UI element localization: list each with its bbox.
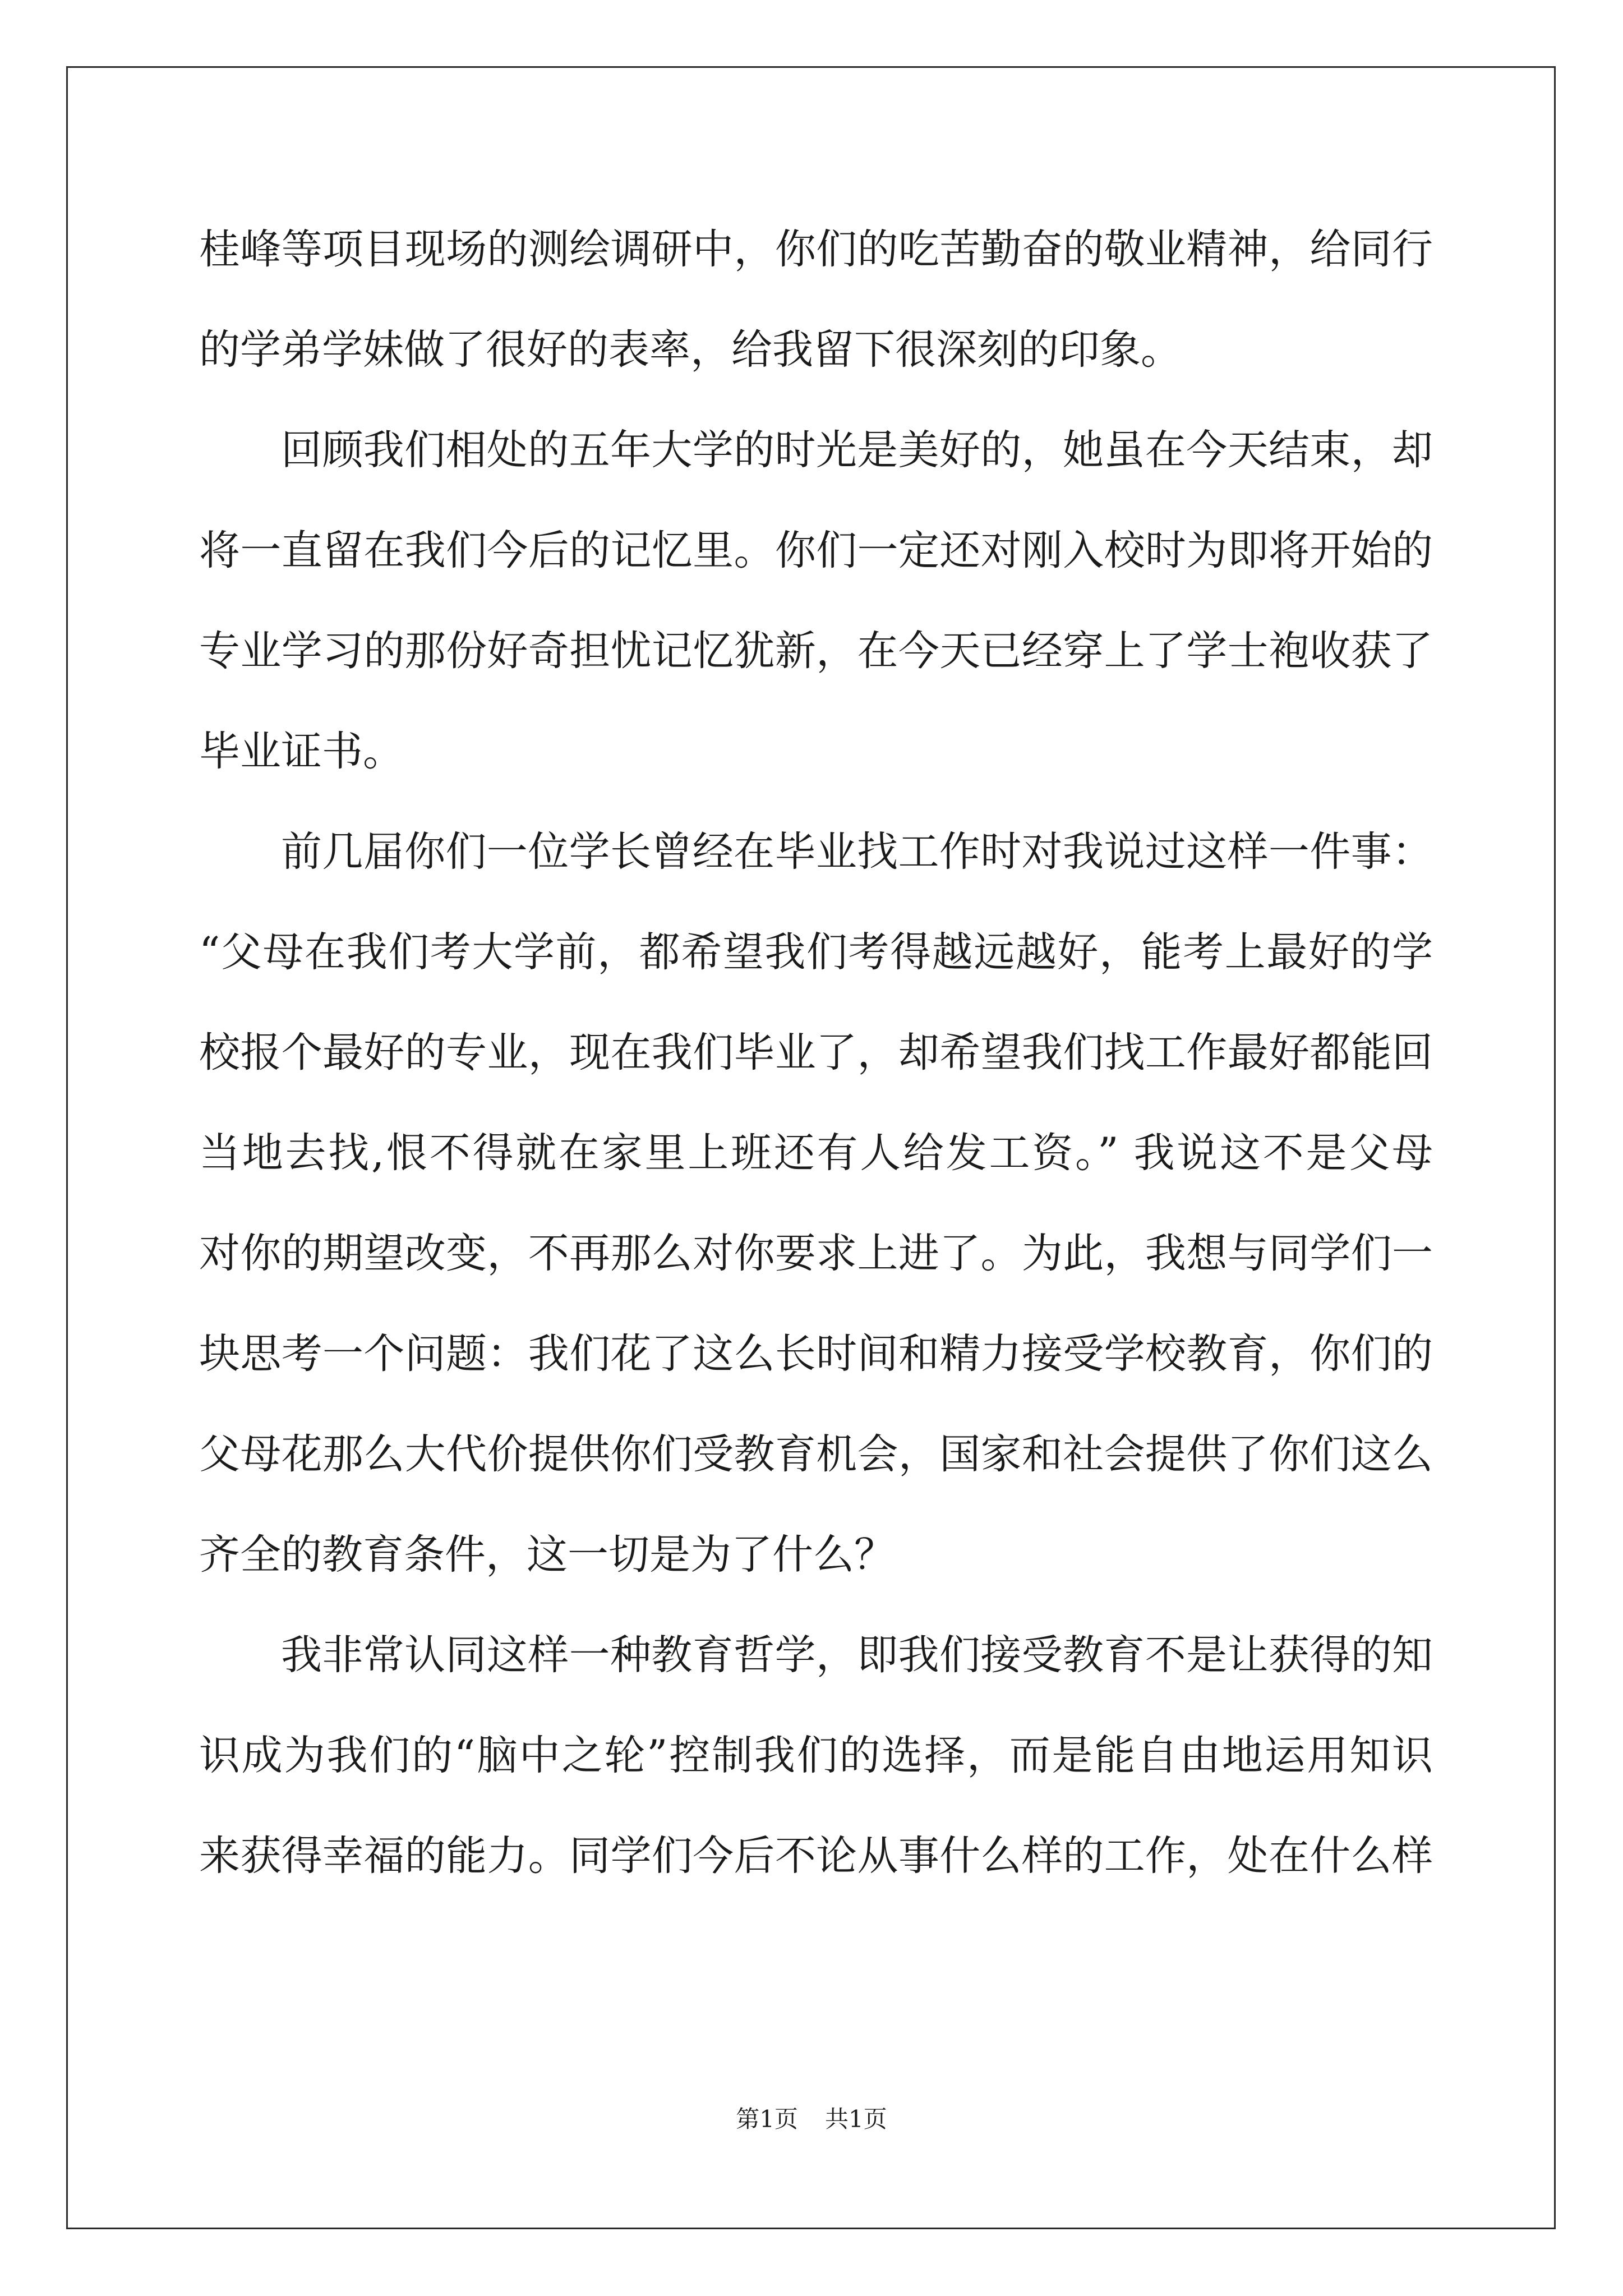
text-line: 专业学习的那份好奇担忧记忆犹新，在今天已经穿上了学士袍收获了	[199, 627, 1433, 675]
text-line: 当地去找,恨不得就在家里上班还有人给发工资。” 我说这不是父母	[199, 1129, 1433, 1177]
text-line: 前几届你们一位学长曾经在毕业找工作时对我说过这样一件事：	[281, 828, 1433, 876]
page-number: 第1页	[736, 2105, 798, 2133]
text-line: 我非常认同这样一种教育哲学，即我们接受教育不是让获得的知	[281, 1631, 1433, 1679]
text-line: 父母花那么大代价提供你们受教育机会，国家和社会提供了你们这么	[199, 1430, 1433, 1478]
text-line: 毕业证书。	[199, 728, 404, 775]
page-footer	[0, 2102, 1623, 2136]
text-line: 桂峰等项目现场的测绘调研中，你们的吃苦勤奋的敬业精神，给同行	[199, 226, 1433, 273]
text-line: 识成为我们的“脑中之轮”控制我们的选择，而是能自由地运用知识	[199, 1732, 1433, 1779]
text-line: 的学弟学妹做了很好的表率，给我留下很深刻的印象。	[199, 326, 1182, 374]
page-total: 共1页	[825, 2105, 887, 2133]
text-line: 齐全的教育条件，这一切是为了什么？	[199, 1531, 895, 1579]
text-line: 回顾我们相处的五年大学的时光是美好的，她虽在今天结束，却	[281, 426, 1433, 474]
document-body	[199, 199, 1433, 1906]
text-line: 校报个最好的专业，现在我们毕业了，却希望我们找工作最好都能回	[199, 1029, 1433, 1076]
text-line: 将一直留在我们今后的记忆里。你们一定还对刚入校时为即将开始的	[199, 527, 1433, 574]
text-line: 块思考一个问题：我们花了这么长时间和精力接受学校教育，你们的	[199, 1330, 1433, 1378]
text-line: 来获得幸福的能力。同学们今后不论从事什么样的工作，处在什么样	[199, 1832, 1433, 1880]
text-line: 对你的期望改变，不再那么对你要求上进了。为此，我想与同学们一	[199, 1230, 1433, 1277]
text-line: “父母在我们考大学前，都希望我们考得越远越好，能考上最好的学	[199, 928, 1433, 976]
